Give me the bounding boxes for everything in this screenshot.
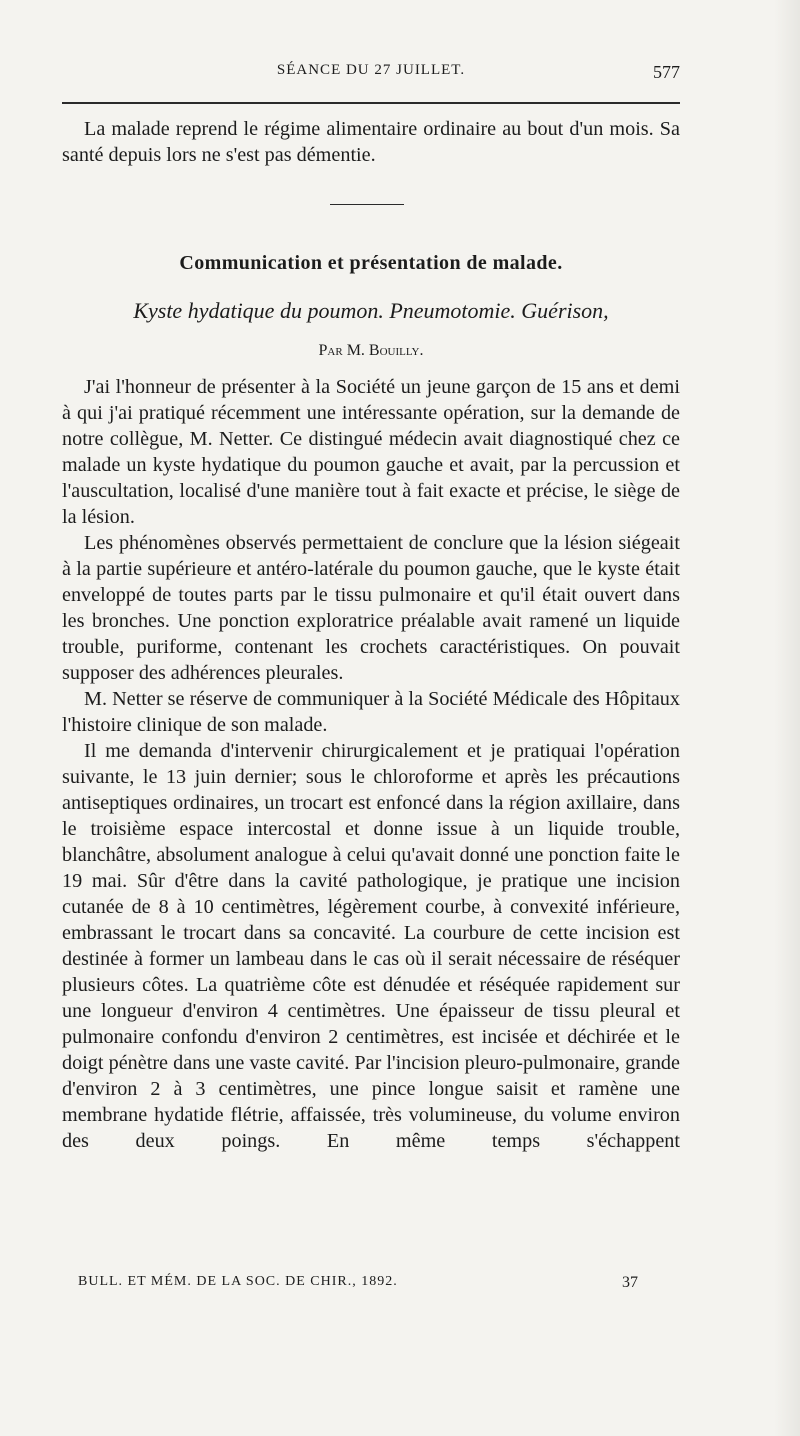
header-rule (62, 102, 680, 104)
footer-journal: BULL. ET MÉM. DE LA SOC. DE CHIR., 1892. (78, 1274, 398, 1289)
section-divider (330, 204, 404, 205)
footer-signature: 37 (622, 1274, 638, 1291)
section-author: Par M. Bouilly. (318, 342, 424, 359)
running-header (62, 62, 680, 86)
main-text (62, 374, 680, 1154)
paragraph: M. Netter se réserve de communiquer à la Société Médicale des Hôpitaux l'histoire clinique de son malade. (62, 688, 680, 736)
paragraph: Il me demanda d'intervenir chirurgicalement et je pratiquai l'opération suivante, le 13 juin dernier; sous le chloroforme et après les précautions antiseptiques ordinaires, un trocart est enfoncé dans la région axillaire, dans le troisième espace intercostal et donne issue à un liquide trouble, blanchâtre, absolument analogue à celui qu'avait donné une ponction faite le 19 mai. Sûr d'être dans la cavité pathologique, je pratique une incision cutanée de 8 à 10 centimètres, légèrement courbe, à convexité inférieure, embrassant le trocart dans sa concavité. La courbure de cette incision est destinée à former un lambeau dans le cas où il serait nécessaire de réséquer plusieurs côtes. La quatrième côte est dénudée et réséquée rapidement sur une longueur d'environ 4 centimètres. Une épaisseur de tissu pleural et pulmonaire confondu d'environ 2 centimètres, est incisée et déchirée et le doigt pénètre dans une vaste cavité. Par l'incision pleuro-pulmonaire, grande d'environ 2 à 3 centimètres, une pince longue saisit et ramène une membrane hydatide flétrie, affaissée, très volumineuse, du volume environ des deux poings. En même temps s'échappent (62, 740, 680, 1152)
page-footer (78, 1274, 638, 1298)
paragraph: La malade reprend le régime alimentaire ordinaire au bout d'un mois. Sa santé depuis lors ne s'est pas démentie. (62, 118, 680, 166)
section-title: Communication et présentation de malade. (179, 252, 563, 274)
page-number: 577 (653, 62, 680, 82)
header-title: SÉANCE DU 27 JUILLET. (276, 62, 466, 78)
paragraph: Les phénomènes observés permettaient de conclure que la lésion siégeait à la partie supérieure et antéro-latérale du poumon gauche, que le kyste était enveloppé de toutes parts par le tissu pulmonaire et qu'il était ouvert dans les bronches. Une ponction exploratrice préalable avait ramené un liquide trouble, puriforme, contenant les crochets caractéristiques. On pouvait supposer des adhérences pleurales. (62, 532, 680, 684)
section-subtitle: Kyste hydatique du poumon. Pneumotomie. Guérison, (133, 298, 609, 323)
paragraph: J'ai l'honneur de présenter à la Société un jeune garçon de 15 ans et demi à qui j'ai pratiqué récemment une intéressante opération, sur la demande de notre collègue, M. Netter. Ce distingué médecin avait diagnostiqué chez ce malade un kyste hydatique du poumon gauche et avait, par la percussion et l'auscultation, localisé d'une manière tout à fait exacte et précise, le siège de la lésion. (62, 376, 680, 528)
intro-text (62, 116, 680, 168)
scan-shadow (774, 0, 800, 1436)
